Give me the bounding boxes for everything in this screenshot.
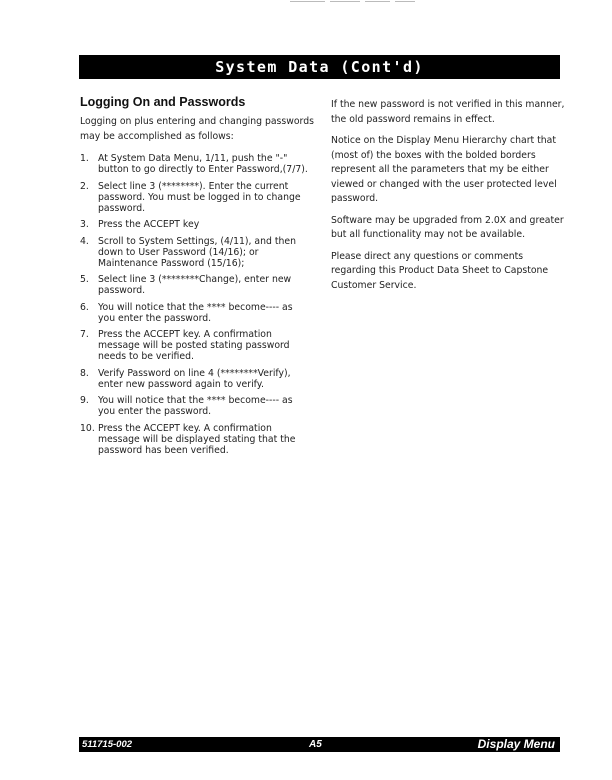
step-number: 3. <box>80 219 89 230</box>
step-number: 4. <box>80 235 89 247</box>
step-text: Scroll to System Settings, (4/11), and then down to User Password (14/16); or Maintenance Password (15/16); <box>98 235 297 269</box>
step-number: 5. <box>80 274 89 285</box>
section-title: System Data (Cont'd) <box>215 58 424 76</box>
step-item <box>80 236 320 269</box>
step-item <box>80 153 320 175</box>
step-number: 7. <box>80 329 89 340</box>
step-item <box>80 368 320 390</box>
section-header-bar <box>79 55 560 79</box>
step-text: You will notice that the **** become---- as you enter the password. <box>98 395 293 417</box>
paragraph-password-not-verified: If the new password is not verified in this manner, the old password remains in effect. <box>331 99 565 125</box>
step-text: Press the ACCEPT key. A confirmation message will be posted stating password needs to be verified. <box>98 329 290 362</box>
step-number: 8. <box>80 367 89 379</box>
step-text: You will notice that the **** become---- as you enter the password. <box>98 301 293 324</box>
step-text: Press the ACCEPT key. A confirmation message will be displayed stating that the password has been verified. <box>98 422 296 456</box>
step-number: 1. <box>80 153 89 164</box>
step-text: Verify Password on line 4 (********Verify), enter new password again to verify. <box>98 367 291 390</box>
step-text: Select line 3 (********). Enter the current password. You must be logged in to change password. <box>98 180 301 214</box>
section-heading: Logging On and Passwords <box>80 95 246 109</box>
footer-section-name: Display Menu <box>477 737 555 751</box>
page-number: A5 <box>309 739 322 750</box>
step-item <box>80 329 320 362</box>
step-number: 2. <box>80 180 89 192</box>
intro-paragraph: Logging on plus entering and changing passwords may be accomplished as follows: <box>80 116 314 142</box>
step-item <box>80 274 320 296</box>
step-text: Select line 3 (********Change), enter new password. <box>98 274 292 296</box>
step-item <box>80 395 320 417</box>
paragraph-contact: Please direct any questions or comments regarding this Product Data Sheet to Capstone Customer Service. <box>331 250 549 291</box>
right-column <box>331 98 567 300</box>
step-text: At System Data Menu, 1/11, push the "-" button to go directly to Enter Password,(7/7). <box>98 153 308 175</box>
step-text: Press the ACCEPT key <box>98 219 200 230</box>
step-number: 9. <box>80 395 89 406</box>
step-item <box>80 219 320 230</box>
paragraph-software-upgrade: Software may be upgraded from 2.0X and greater but all functionality may not be available. <box>331 214 564 240</box>
step-item <box>80 423 320 456</box>
document-number: 511715-002 <box>82 739 133 750</box>
step-number: 6. <box>80 301 89 313</box>
footer-bar <box>79 737 560 752</box>
steps-list <box>80 153 320 456</box>
step-item <box>80 181 320 214</box>
scan-marks <box>290 0 440 4</box>
left-column <box>80 95 320 461</box>
step-item <box>80 302 320 324</box>
step-number: 10. <box>80 422 95 434</box>
paragraph-hierarchy-note: Notice on the Display Menu Hierarchy chart that (most of) the boxes with the bolded borders represent all the parameters that my be either viewed or changed with the user protected level password. <box>331 135 557 204</box>
